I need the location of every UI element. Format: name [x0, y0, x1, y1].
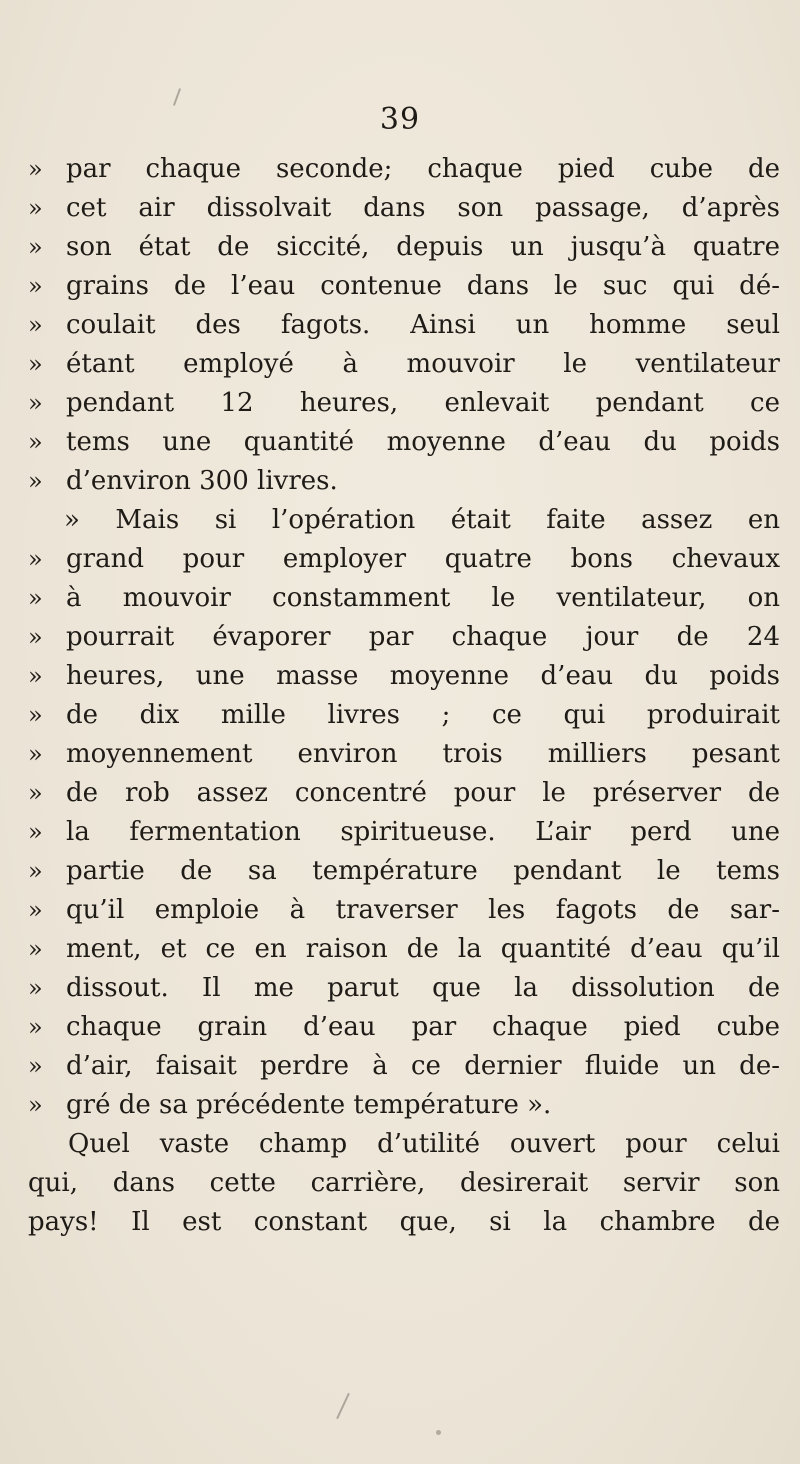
guillemet: » [28, 194, 43, 222]
text-line [28, 657, 780, 696]
line-text: de rob assez concentré pour le préserver de [66, 778, 780, 808]
guillemet: » [28, 857, 43, 885]
guillemet: » [28, 623, 43, 651]
guillemet: » [28, 662, 43, 690]
guillemet: » [28, 1052, 43, 1080]
text-line [28, 189, 780, 228]
line-text: à mouvoir constamment le ventilateur, on [66, 583, 780, 613]
text-line [28, 774, 780, 813]
line-text: chaque grain d’eau par chaque pied cube [66, 1012, 780, 1042]
guillemet: » [28, 545, 43, 573]
guillemet: » [28, 467, 43, 495]
text-line [28, 969, 780, 1008]
line-text: dissout. Il me parut que la dissolution de [66, 973, 780, 1003]
ink-dot [436, 1430, 441, 1435]
text-line [28, 1203, 780, 1242]
line-text: qu’il emploie à traverser les fagots de sar- [66, 895, 780, 925]
line-text: grains de l’eau contenue dans le suc qui dé- [66, 271, 780, 301]
line-text: la fermentation spiritueuse. L’air perd une [66, 817, 780, 847]
guillemet: » [28, 896, 43, 924]
text-line [28, 384, 780, 423]
ink-mark [336, 1393, 350, 1419]
line-text: moyennement environ trois milliers pesant [66, 739, 780, 769]
guillemet: » [28, 740, 43, 768]
line-text: d’environ 300 livres. [66, 466, 338, 496]
line-text: grand pour employer quatre bons chevaux [66, 544, 780, 574]
line-text: coulait des fagots. Ainsi un homme seul [66, 310, 780, 340]
guillemet: » [28, 389, 43, 417]
line-text: partie de sa température pendant le tems [66, 856, 780, 886]
text-line [28, 540, 780, 579]
text-line [28, 930, 780, 969]
line-text: pourrait évaporer par chaque jour de 24 [66, 622, 780, 652]
guillemet: » [28, 584, 43, 612]
text-line [28, 345, 780, 384]
text-line [28, 462, 780, 501]
line-text: pendant 12 heures, enlevait pendant ce [66, 388, 780, 418]
text-line [28, 735, 780, 774]
guillemet: » [28, 272, 43, 300]
text-line [28, 813, 780, 852]
page-number: 39 [379, 102, 421, 137]
text-line [28, 1047, 780, 1086]
text-line [28, 150, 780, 189]
text-line [28, 228, 780, 267]
text-line [28, 579, 780, 618]
line-text: de dix mille livres ; ce qui produirait [66, 700, 780, 730]
guillemet: » [28, 779, 43, 807]
line-text: cet air dissolvait dans son passage, d’après [66, 193, 780, 223]
line-text: » Mais si l’opération était faite assez en [64, 505, 780, 535]
line-text: pays! Il est constant que, si la chambre de [28, 1207, 780, 1237]
guillemet: » [28, 428, 43, 456]
text-line [28, 1125, 780, 1164]
guillemet: » [28, 311, 43, 339]
guillemet: » [28, 1091, 43, 1119]
guillemet: » [28, 974, 43, 1002]
line-text: étant employé à mouvoir le ventilateur [66, 349, 780, 379]
guillemet: » [28, 935, 43, 963]
line-text: gré de sa précédente température ». [66, 1090, 552, 1120]
text-line [28, 1008, 780, 1047]
line-text: d’air, faisait perdre à ce dernier fluide un de- [66, 1051, 780, 1081]
guillemet: » [28, 818, 43, 846]
text-line [28, 696, 780, 735]
line-text: Quel vaste champ d’utilité ouvert pour celui [68, 1129, 780, 1159]
line-text: tems une quantité moyenne d’eau du poids [66, 427, 780, 457]
guillemet: » [28, 155, 43, 183]
text-line [28, 267, 780, 306]
line-text: ment, et ce en raison de la quantité d’eau qu’il [66, 934, 780, 964]
body-text [28, 150, 780, 1242]
text-line [28, 306, 780, 345]
text-line [28, 891, 780, 930]
text-line [28, 501, 780, 540]
line-text: son état de siccité, depuis un jusqu’à quatre [66, 232, 780, 262]
line-text: qui, dans cette carrière, desirerait servir son [28, 1168, 780, 1198]
text-line [28, 852, 780, 891]
line-text: par chaque seconde; chaque pied cube de [66, 154, 780, 184]
text-line [28, 618, 780, 657]
guillemet: » [28, 233, 43, 261]
text-line [28, 423, 780, 462]
text-line [28, 1086, 780, 1125]
guillemet: » [28, 1013, 43, 1041]
guillemet: » [28, 350, 43, 378]
guillemet: » [28, 701, 43, 729]
line-text: heures, une masse moyenne d’eau du poids [66, 661, 780, 691]
text-line [28, 1164, 780, 1203]
